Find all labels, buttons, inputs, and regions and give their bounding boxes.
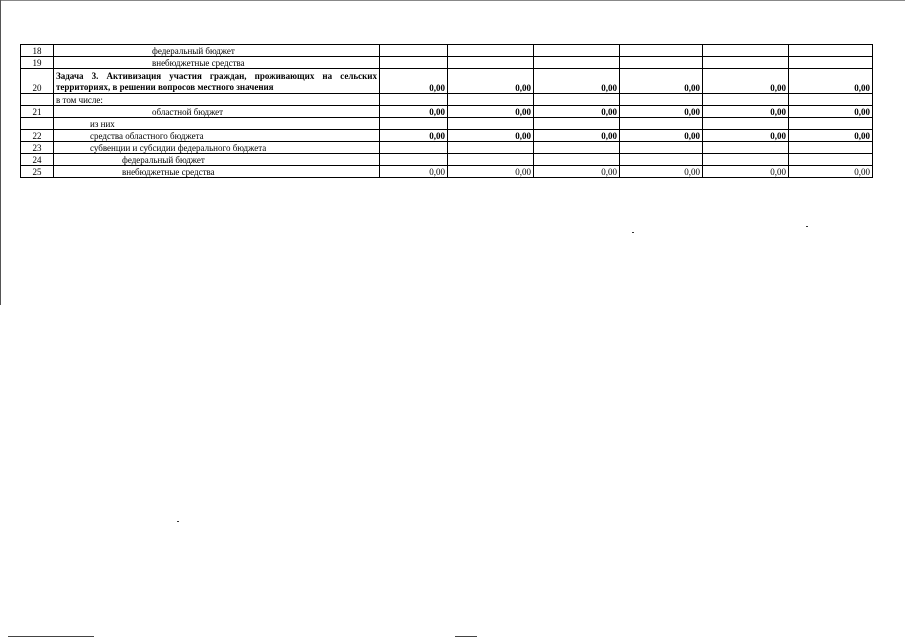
value-cell	[620, 57, 703, 69]
table-row	[21, 118, 873, 130]
value-cell	[380, 142, 448, 154]
value-cell: 0,00	[534, 69, 620, 94]
row-label: федеральный бюджет	[54, 45, 380, 57]
row-label: внебюджетные средства	[54, 166, 380, 178]
table-row	[21, 69, 873, 94]
value-cell	[534, 142, 620, 154]
value-cell: 0,00	[703, 166, 789, 178]
value-cell	[448, 57, 534, 69]
value-cell	[620, 118, 703, 130]
value-cell	[703, 118, 789, 130]
value-cell	[789, 154, 873, 166]
value-cell: 0,00	[380, 106, 448, 118]
value-cell	[448, 94, 534, 106]
scan-edge-left	[0, 0, 1, 305]
value-cell: 0,00	[620, 130, 703, 142]
value-cell: 0,00	[448, 106, 534, 118]
row-label: из них	[54, 118, 380, 130]
table-row	[21, 45, 873, 57]
table-row	[21, 94, 873, 106]
table-row	[21, 154, 873, 166]
value-cell: 0,00	[534, 166, 620, 178]
value-cell	[620, 94, 703, 106]
scan-speck	[177, 521, 179, 522]
row-label: субвенции и субсидии федерального бюджета	[54, 142, 380, 154]
row-number: 21	[21, 106, 54, 118]
row-label: в том числе:	[54, 94, 380, 106]
value-cell	[380, 118, 448, 130]
value-cell: 0,00	[448, 69, 534, 94]
value-cell	[789, 57, 873, 69]
row-label: внебюджетные средства	[54, 57, 380, 69]
value-cell	[448, 142, 534, 154]
value-cell	[534, 57, 620, 69]
value-cell	[789, 118, 873, 130]
value-cell: 0,00	[448, 130, 534, 142]
value-cell: 0,00	[789, 106, 873, 118]
value-cell	[380, 154, 448, 166]
value-cell	[703, 94, 789, 106]
value-cell	[534, 154, 620, 166]
table-row	[21, 106, 873, 118]
scan-edge-bottom-left	[8, 636, 94, 637]
value-cell	[789, 94, 873, 106]
row-number	[21, 118, 54, 130]
row-number	[21, 94, 54, 106]
table-row	[21, 142, 873, 154]
value-cell	[620, 45, 703, 57]
scan-edge-top	[0, 0, 905, 1]
value-cell	[534, 118, 620, 130]
value-cell	[703, 154, 789, 166]
value-cell: 0,00	[703, 69, 789, 94]
value-cell	[448, 118, 534, 130]
value-cell: 0,00	[789, 69, 873, 94]
row-number: 24	[21, 154, 54, 166]
value-cell	[448, 45, 534, 57]
row-number: 19	[21, 57, 54, 69]
value-cell: 0,00	[380, 130, 448, 142]
value-cell	[380, 94, 448, 106]
value-cell: 0,00	[789, 166, 873, 178]
row-number: 20	[21, 69, 54, 94]
row-label: средства областного бюджета	[54, 130, 380, 142]
value-cell: 0,00	[534, 106, 620, 118]
value-cell	[380, 57, 448, 69]
value-cell: 0,00	[620, 166, 703, 178]
value-cell: 0,00	[380, 69, 448, 94]
value-cell: 0,00	[380, 166, 448, 178]
value-cell	[620, 154, 703, 166]
row-label: Задача 3. Активизация участия граждан, проживающих на сельских территориях, в решении вопросов местного значения	[54, 69, 380, 94]
value-cell	[703, 142, 789, 154]
value-cell	[620, 142, 703, 154]
value-cell	[703, 45, 789, 57]
scan-edge-bottom-mid	[455, 636, 477, 637]
table-body	[21, 45, 873, 178]
row-number: 22	[21, 130, 54, 142]
value-cell	[534, 45, 620, 57]
scan-speck	[632, 232, 634, 233]
value-cell	[448, 154, 534, 166]
row-number: 25	[21, 166, 54, 178]
budget-table	[20, 44, 873, 178]
table-row	[21, 166, 873, 178]
value-cell	[534, 94, 620, 106]
value-cell: 0,00	[620, 69, 703, 94]
table-row	[21, 130, 873, 142]
row-number: 23	[21, 142, 54, 154]
table-row	[21, 57, 873, 69]
value-cell: 0,00	[703, 106, 789, 118]
value-cell: 0,00	[534, 130, 620, 142]
value-cell: 0,00	[620, 106, 703, 118]
value-cell: 0,00	[448, 166, 534, 178]
value-cell	[789, 142, 873, 154]
value-cell	[703, 57, 789, 69]
value-cell	[789, 45, 873, 57]
row-number: 18	[21, 45, 54, 57]
scan-speck	[806, 226, 808, 227]
row-label: федеральный бюджет	[54, 154, 380, 166]
value-cell: 0,00	[703, 130, 789, 142]
value-cell	[380, 45, 448, 57]
value-cell: 0,00	[789, 130, 873, 142]
row-label: областной бюджет	[54, 106, 380, 118]
